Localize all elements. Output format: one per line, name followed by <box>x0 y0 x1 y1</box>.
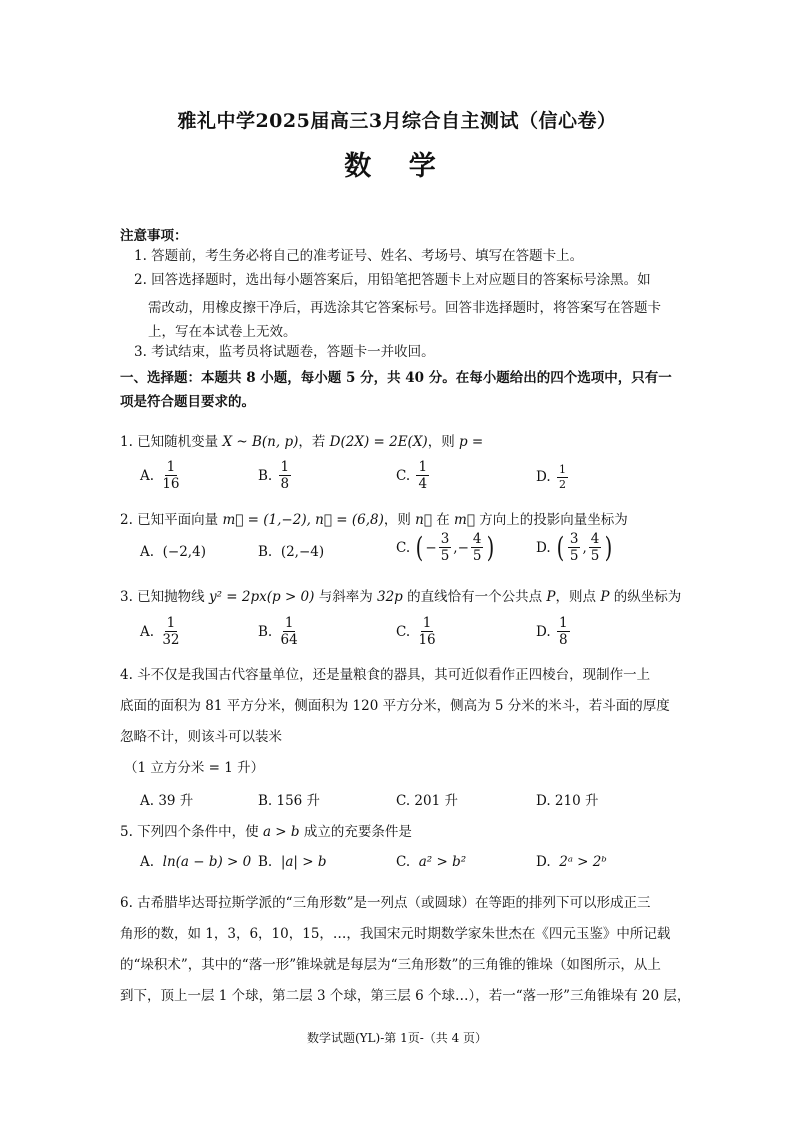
q2-math-vectors: m⃗ = (1,−2), n⃗ = (6,8) <box>222 512 384 528</box>
q1-option-a: A. $\frac{1}{16}$ <box>140 459 180 493</box>
q3-option-a: A. $\frac{1}{32}$ <box>140 615 180 649</box>
note-item-2: 2. 回答选择题时，选出每小题答案后，用铅笔把答题卡上对应题目的答案标号涂黑。如 <box>134 272 651 288</box>
note-item-2-cont-2: 上，写在本试卷上无效。 <box>148 324 297 340</box>
q5-option-c: C. a² > b² <box>396 854 467 870</box>
q3-option-c: C. $\frac{1}{16}$ <box>396 615 436 649</box>
q2-option-a: A. (−2,4) <box>140 544 206 560</box>
subject-title: 数 学 <box>344 151 450 182</box>
exam-title: 雅礼中学2025届高三3月综合自主测试（信心卷） <box>177 110 617 132</box>
question-4-line-1: 4. 斗不仅是我国古代容量单位，还是量粮食的器具，其可近似看作正四棱台，现制作一上 <box>120 667 651 683</box>
q2-option-c: C. ( − $\frac{3}{5}$ ,− $\frac{4}{5}$ ) <box>396 530 495 565</box>
q4-option-a: A. 39 升 <box>140 793 194 809</box>
q1-option-c: C. $\frac{1}{4}$ <box>396 459 428 493</box>
note-item-1: 1. 答题前，考生务必将自己的准考证号、姓名、考场号、填写在答题卡上。 <box>134 248 584 264</box>
q2-option-d: D. ( $\frac{3}{5}$ , $\frac{4}{5}$ ) <box>536 530 613 565</box>
question-3-stem: 3. 已知抛物线 y² = 2px(p > 0) 与斜率为 32p 的直线恰有一个公共点 P，则点 P 的纵坐标为 <box>120 589 682 605</box>
q1-math-cond: D(2X) = 2E(X) <box>329 434 428 450</box>
question-6-line-3: 的“垛积术”，其中的“落一形”锥垛就是每层为“三角形数”的三角锥的锥垛（如图所示，从上 <box>120 957 661 973</box>
question-6-line-4: 到下，顶上一层 1 个球，第二层 3 个球，第三层 6 个球…），若一“落一形”三角锥垛有 20 层， <box>120 988 691 1004</box>
q4-option-d: D. 210 升 <box>536 793 599 809</box>
question-4-line-2: 底面的面积为 81 平方分米，侧面积为 120 平方分米，侧高为 5 分米的米斗，若斗面的厚度 <box>120 698 670 714</box>
note-item-2-cont-1: 需改动，用橡皮擦干净后，再选涂其它答案标号。回答非选择题时，将答案写在答题卡 <box>148 300 661 316</box>
question-1-stem: 1. 已知随机变量 X ~ B(n, p)，若 D(2X) = 2E(X)，则 p = <box>120 434 484 450</box>
page-footer: 数学试题(YL)-第 1页-（共 4 页） <box>306 1031 488 1045</box>
q5-math-condition: a > b <box>262 824 300 840</box>
q1-math-p: p = <box>459 434 484 450</box>
q2-option-b: B. (2,−4) <box>258 544 325 560</box>
q3-option-b: B. $\frac{1}{64}$ <box>258 615 298 649</box>
notes-heading: 注意事项： <box>120 228 188 244</box>
section-heading-line-2: 项是符合题目要求的。 <box>120 394 255 410</box>
question-4-note: （1 立方分米 = 1 升） <box>124 760 265 776</box>
question-4-line-3: 忽略不计，则该斗可以装米 <box>120 729 282 745</box>
q3-math-parabola: y² = 2px(p > 0) <box>208 589 315 605</box>
question-5-stem: 5. 下列四个条件中，使 a > b 成立的充要条件是 <box>120 824 412 840</box>
section-heading-line-1: 一、选择题：本题共 8 小题，每小题 5 分，共 40 分。在每小题给出的四个选项中，只有一 <box>120 370 672 386</box>
q1-option-b: B. $\frac{1}{8}$ <box>258 459 290 493</box>
q4-option-b: B. 156 升 <box>258 793 321 809</box>
note-item-3: 3. 考试结束，监考员将试题卷，答题卡一并收回。 <box>134 344 435 360</box>
question-6-line-2: 角形的数，如 1，3，6，10，15，…，我国宋元时期数学家朱世杰在《四元玉鉴》中所记载 <box>120 926 671 942</box>
q5-option-a: A. ln(a − b) > 0 <box>140 854 252 870</box>
q3-option-d: D. $\frac{1}{8}$ <box>536 615 568 649</box>
question-2-stem: 2. 已知平面向量 m⃗ = (1,−2), n⃗ = (6,8)，则 n⃗ 在 m⃗ 方向上的投影向量坐标为 <box>120 512 628 528</box>
q1-math-dist: X ~ B(n, p) <box>222 434 299 450</box>
q5-option-d: D. 2ᵃ > 2ᵇ <box>536 854 607 870</box>
question-6-line-1: 6. 古希腊毕达哥拉斯学派的“三角形数”是一列点（或圆球）在等距的排列下可以形成正三 <box>120 895 651 911</box>
q1-option-d: D. $\frac{1}{2}$ <box>536 463 566 491</box>
q4-option-c: C. 201 升 <box>396 793 458 809</box>
q5-option-b: B. |a| > b <box>258 854 327 870</box>
